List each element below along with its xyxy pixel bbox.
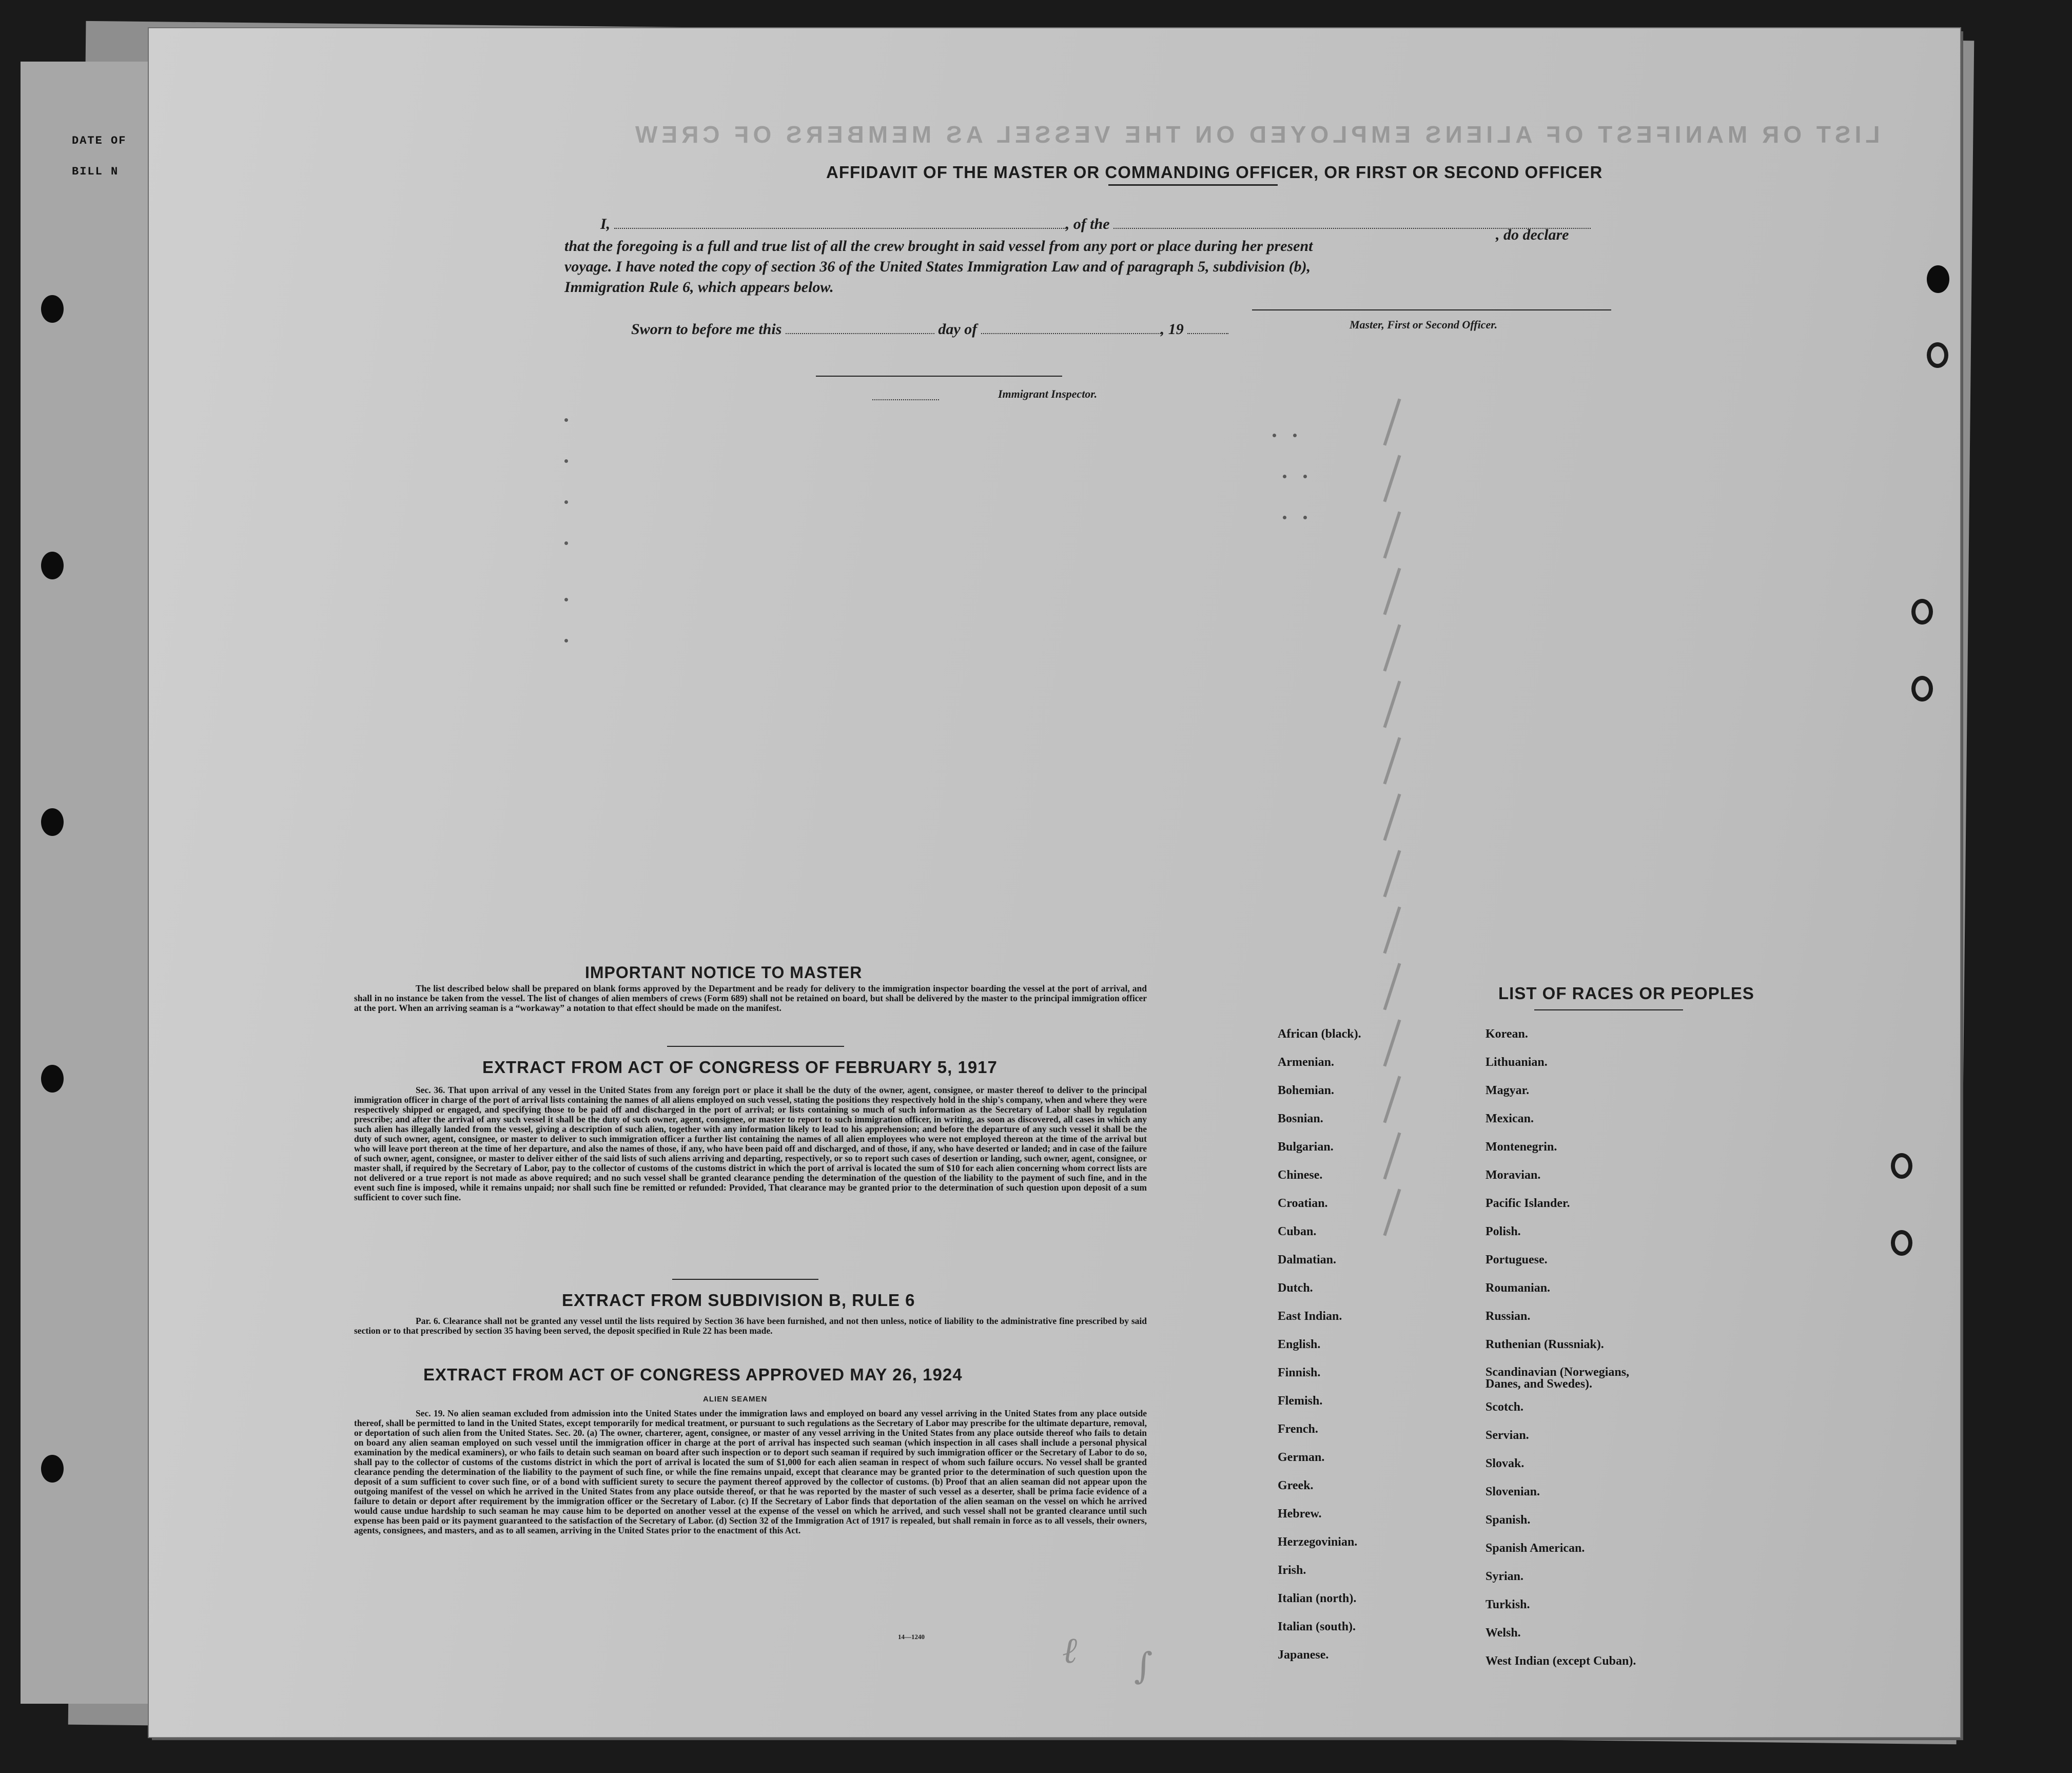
race-item: Dalmatian. bbox=[1278, 1253, 1336, 1267]
sworn-text: Sworn to before me this bbox=[631, 321, 782, 338]
bleed-dot bbox=[564, 418, 568, 422]
bleed-mark bbox=[1383, 1076, 1401, 1123]
year-text: , 19 bbox=[1160, 321, 1184, 338]
race-item: Herzegovinian. bbox=[1278, 1535, 1358, 1549]
affidavit-line-3: voyage. I have noted the copy of section 36 of the United States Immigration Law and of paragraph 5, subdivision (b), bbox=[564, 258, 1311, 275]
race-item: Korean. bbox=[1485, 1027, 1528, 1041]
race-item: Italian (south). bbox=[1278, 1620, 1356, 1633]
bleed-mark bbox=[1383, 568, 1401, 615]
affidavit-declare: , do declare bbox=[1496, 226, 1569, 243]
race-item: Roumanian. bbox=[1485, 1281, 1551, 1295]
race-item: Ruthenian (Russniak). bbox=[1485, 1338, 1604, 1351]
race-item: Turkish. bbox=[1485, 1598, 1530, 1611]
day-blank[interactable] bbox=[786, 322, 934, 334]
handwritten-mark: ℓ bbox=[1062, 1629, 1078, 1671]
race-item: Magyar. bbox=[1485, 1084, 1530, 1097]
bleed-mark bbox=[1383, 1019, 1401, 1066]
affidavit-title: AFFIDAVIT OF THE MASTER OR COMMANDING OFFICER, OR FIRST OR SECOND OFFICER bbox=[826, 163, 1603, 182]
binder-hole bbox=[41, 552, 64, 579]
race-item: Scotch. bbox=[1485, 1400, 1523, 1414]
race-item: Cuban. bbox=[1278, 1225, 1317, 1238]
race-item: Moravian. bbox=[1485, 1168, 1541, 1182]
extract-rule6-title: EXTRACT FROM SUBDIVISION B, RULE 6 bbox=[562, 1291, 915, 1310]
race-item: West Indian (except Cuban). bbox=[1485, 1654, 1636, 1668]
bleed-mark bbox=[1383, 1189, 1401, 1236]
binder-hole bbox=[1911, 599, 1933, 625]
race-item: Mexican. bbox=[1485, 1112, 1534, 1125]
bleed-mark bbox=[1383, 906, 1401, 953]
bleed-dot bbox=[564, 598, 568, 601]
sworn-line bbox=[631, 321, 1228, 338]
binder-label-bill: BILL N bbox=[72, 165, 119, 178]
divider bbox=[1108, 184, 1278, 186]
bleed-mark bbox=[1383, 737, 1401, 784]
race-item: Slovak. bbox=[1485, 1457, 1524, 1470]
affidavit-of-the: , of the bbox=[1065, 216, 1110, 232]
affidavit-declaration: that the foregoing is a full and true list of all the crew brought in said vessel from any port or place during her present bbox=[564, 238, 1313, 255]
race-item: Finnish. bbox=[1278, 1366, 1321, 1379]
extract-1917-title: EXTRACT FROM ACT OF CONGRESS OF FEBRUARY 5, 1917 bbox=[482, 1058, 998, 1077]
bleed-mark bbox=[1383, 680, 1401, 728]
race-item: French. bbox=[1278, 1423, 1318, 1436]
race-item: African (black). bbox=[1278, 1027, 1361, 1041]
bleed-dot bbox=[564, 541, 568, 545]
binder-hole bbox=[1927, 265, 1949, 293]
bleed-dot bbox=[1293, 434, 1297, 437]
affidavit-i: I, bbox=[600, 216, 611, 232]
race-item: German. bbox=[1278, 1451, 1325, 1464]
master-signature-line bbox=[1252, 309, 1611, 310]
bleed-through-header: LIST OR MANIFEST OF ALIENS EMPLOYED ON THE VESSEL AS MEMBERS OF CREW bbox=[631, 121, 1880, 148]
bleed-mark bbox=[1383, 793, 1401, 841]
inspector-signature-label: Immigrant Inspector. bbox=[998, 387, 1098, 400]
race-item: Spanish American. bbox=[1485, 1542, 1585, 1555]
race-item: Servian. bbox=[1485, 1429, 1529, 1442]
notice-title: IMPORTANT NOTICE TO MASTER bbox=[585, 963, 863, 982]
divider bbox=[672, 1279, 818, 1280]
race-item: Bohemian. bbox=[1278, 1084, 1335, 1097]
bleed-mark bbox=[1383, 850, 1401, 897]
manifest-page bbox=[149, 28, 1960, 1737]
binder-hole bbox=[1911, 676, 1933, 702]
handwritten-mark: ∫ bbox=[1134, 1645, 1153, 1687]
race-item: Italian (north). bbox=[1278, 1592, 1357, 1605]
bleed-mark bbox=[1383, 963, 1401, 1010]
race-item: Dutch. bbox=[1278, 1281, 1313, 1295]
affidavit-line-1 bbox=[600, 216, 1591, 233]
race-item: Greek. bbox=[1278, 1479, 1314, 1492]
bleed-mark bbox=[1383, 511, 1401, 558]
race-item: Bulgarian. bbox=[1278, 1140, 1334, 1154]
month-blank[interactable] bbox=[981, 322, 1161, 334]
bleed-dot bbox=[1303, 475, 1307, 478]
race-item: Irish. bbox=[1278, 1564, 1306, 1577]
extract-1917-text: Sec. 36. That upon arrival of any vessel in the United States from any foreign port or place it shall be the duty of the owner, agent, consignee, or master thereof to deliver to the principal immigration officer in charge of the port of arrival lists containing the names of all aliens employed on such vessel, stating the positions they respectively hold in the ship's company, when and where they were respectively shipped or engaged, and specifying those to be paid off and discharged in the port of arrival; or lists containing so much of such information as the Secretary of Labor shall by regulation prescribe; and after the arrival of any such vessel it shall be the duty of such owner, agent, consignee, or master to report to such immigration officer, in writing, as soon as discovered, all cases in which any such alien has illegally landed from the vessel, giving a description of such alien, together with any information likely to lead to his apprehension; and before the departure of any such vessel it shall be the duty of such owner, agent, consignee, or master to deliver to such immigration officer a further list containing the names of all alien employees who were not employed thereon at the time of the arrival but who will leave port thereon at the time of her departure, and also the names of those, if any, who have been paid off and discharged, and of those, if any, who have deserted or landed; and in case of the failure of such owner, agent, consignee, or master to deliver either of the said lists of such aliens arriving and departing, respectively, or so to report such cases of desertion or landing, such owner, agent, consignee, or master shall, if required by the Secretary of Labor, pay to the collector of customs of the customs district in which the port of arrival is located the sum of $10 for each alien concerning whom correct lists are not delivered or a true report is not made as above required; and no such vessel shall be granted clearance pending the determination of the question of the liability to the payment of such fine, and in the event such fine is imposed, while it remains unpaid; nor shall such fine be remitted or refunded: Provided, That clearance may be granted prior to the determination of such question upon deposit of a sum sufficient to cover such fine. bbox=[354, 1085, 1147, 1202]
bleed-dot bbox=[1283, 516, 1286, 519]
race-item: Lithuanian. bbox=[1485, 1056, 1548, 1069]
race-item: Spanish. bbox=[1485, 1513, 1531, 1527]
affidavit-line-4: Immigration Rule 6, which appears below. bbox=[564, 279, 834, 296]
binder-hole bbox=[1927, 342, 1948, 368]
races-title: LIST OF RACES OR PEOPLES bbox=[1498, 984, 1754, 1003]
race-item: Hebrew. bbox=[1278, 1507, 1322, 1521]
race-item: Chinese. bbox=[1278, 1168, 1323, 1182]
bleed-mark bbox=[1383, 398, 1401, 445]
race-item: Japanese. bbox=[1278, 1648, 1329, 1662]
binder-hole bbox=[1891, 1153, 1912, 1179]
race-item: English. bbox=[1278, 1338, 1321, 1351]
race-item: Bosnian. bbox=[1278, 1112, 1323, 1125]
race-item: Russian. bbox=[1485, 1310, 1531, 1323]
year-blank[interactable] bbox=[1187, 322, 1228, 334]
race-item: Polish. bbox=[1485, 1225, 1521, 1238]
alien-seamen-caption: ALIEN SEAMEN bbox=[703, 1395, 768, 1404]
bleed-dot bbox=[564, 639, 568, 642]
bleed-dot bbox=[1283, 475, 1286, 478]
race-item: East Indian. bbox=[1278, 1310, 1342, 1323]
binder-label-date: DATE OF bbox=[72, 134, 127, 147]
bleed-dot bbox=[1303, 516, 1307, 519]
binder-hole bbox=[41, 1065, 64, 1093]
race-item: Flemish. bbox=[1278, 1394, 1323, 1408]
extract-rule6-text: Par. 6. Clearance shall not be granted any vessel until the lists required by Section 36 have been furnished, and not then unless, notice of liability to the administrative fine prescribed by said section or to that prescribed by section 35 having been served, the deposit specified in Rule 22 has been made. bbox=[354, 1316, 1147, 1336]
binder-hole bbox=[41, 808, 64, 836]
race-item: Croatian. bbox=[1278, 1197, 1328, 1210]
race-item: Montenegrin. bbox=[1485, 1140, 1557, 1154]
name-blank[interactable] bbox=[614, 217, 1066, 229]
master-signature-label: Master, First or Second Officer. bbox=[1350, 318, 1498, 331]
inspector-dots bbox=[872, 390, 939, 403]
race-item: Portuguese. bbox=[1485, 1253, 1548, 1267]
divider bbox=[1534, 1009, 1683, 1010]
form-number: 14—1240 bbox=[898, 1633, 925, 1641]
extract-1924-text: Sec. 19. No alien seaman excluded from admission into the United States under the immigration laws and employed on board any vessel arriving in the United States from any place outside thereof, shall be permitted to land in the United States, except temporarily for medical treatment, or pursuant to such regulations as the Secretary of Labor may prescribe for the ultimate departure, removal, or deportation of such alien from the United States. Sec. 20. (a) The owner, charterer, agent, consignee, or master of any vessel arriving in the United States from any place outside thereof who fails to detain on board any alien seaman employed on such vessel until the immigration officer in charge at the port of arrival has inspected such seaman (which inspection in all cases shall include a personal physical examination by the medical examiners), or who fails to detain such seaman on board after such inspection or to deport such seaman if required by such immigration officer or the Secretary of Labor to do so, shall pay to the collector of customs of the customs district in which the port of arrival is located the sum of $1,000 for each alien seaman in respect of whom such failure occurs. No vessel shall be granted clearance pending the determination of the liability to the payment of such fine, or while the fine remains unpaid, except that clearance may be granted prior to the determination of such question upon the deposit of a sum sufficient to cover such fine, or of a bond with sufficient surety to secure the payment thereof approved by the collector of customs. (b) Proof that an alien seaman did not appear upon the outgoing manifest of the vessel on which he arrived in the United States from any place outside thereof, or that he was reported by the master of such vessel as a deserter, shall be prima facie evidence of a failure to detain or deport after requirement by the immigration officer or the Secretary of Labor. (c) If the Secretary of Labor finds that deportation of the alien seaman on the vessel on which he arrived would cause undue hardship to such seaman he may cause him to be deported on another vessel at the expense of the vessel on which he arrived, and such vessel shall not be granted clearance until such expense has been paid or its payment guaranteed to the satisfaction of the Secretary of Labor. (d) Section 32 of the Immigration Act of 1917 is repealed, but shall remain in force as to all vessels, their owners, agents, consignees, and masters, and as to all seamen, arriving in the United States prior to the enactment of this Act. bbox=[354, 1408, 1147, 1535]
race-item: Armenian. bbox=[1278, 1056, 1334, 1069]
race-item: Welsh. bbox=[1485, 1626, 1521, 1640]
divider bbox=[667, 1046, 844, 1047]
race-item: Pacific Islander. bbox=[1485, 1197, 1570, 1210]
affidavit-line-2 bbox=[564, 238, 1313, 255]
day-of-text: day of bbox=[938, 321, 978, 338]
notice-text: The list described below shall be prepared on blank forms approved by the Department and be ready for delivery to the immigration inspector boarding the vessel at the port of arrival, and shall in no instance be taken from the vessel. The list of changes of alien members of crews (Form 689) shall not be retained on board, but shall be delivered by the master to the principal immigration officer at the port. When an arriving seaman is a “workaway” a notation to that effect should be made on the manifest. bbox=[354, 983, 1147, 1013]
bleed-mark bbox=[1383, 624, 1401, 671]
bleed-dot bbox=[564, 500, 568, 504]
binder-hole bbox=[41, 295, 64, 323]
binder-hole bbox=[1891, 1230, 1912, 1256]
binder-hole bbox=[41, 1455, 64, 1483]
race-item: Scandinavian (Norwegians, Danes, and Swedes). bbox=[1485, 1366, 1630, 1391]
inspector-signature-line bbox=[816, 376, 1062, 377]
race-item: Syrian. bbox=[1485, 1570, 1524, 1583]
extract-1924-title: EXTRACT FROM ACT OF CONGRESS APPROVED MAY 26, 1924 bbox=[423, 1365, 963, 1384]
bleed-mark bbox=[1383, 1132, 1401, 1179]
bleed-dot bbox=[1273, 434, 1276, 437]
bleed-dot bbox=[564, 459, 568, 463]
bleed-mark bbox=[1383, 455, 1401, 502]
race-item: Slovenian. bbox=[1485, 1485, 1540, 1498]
